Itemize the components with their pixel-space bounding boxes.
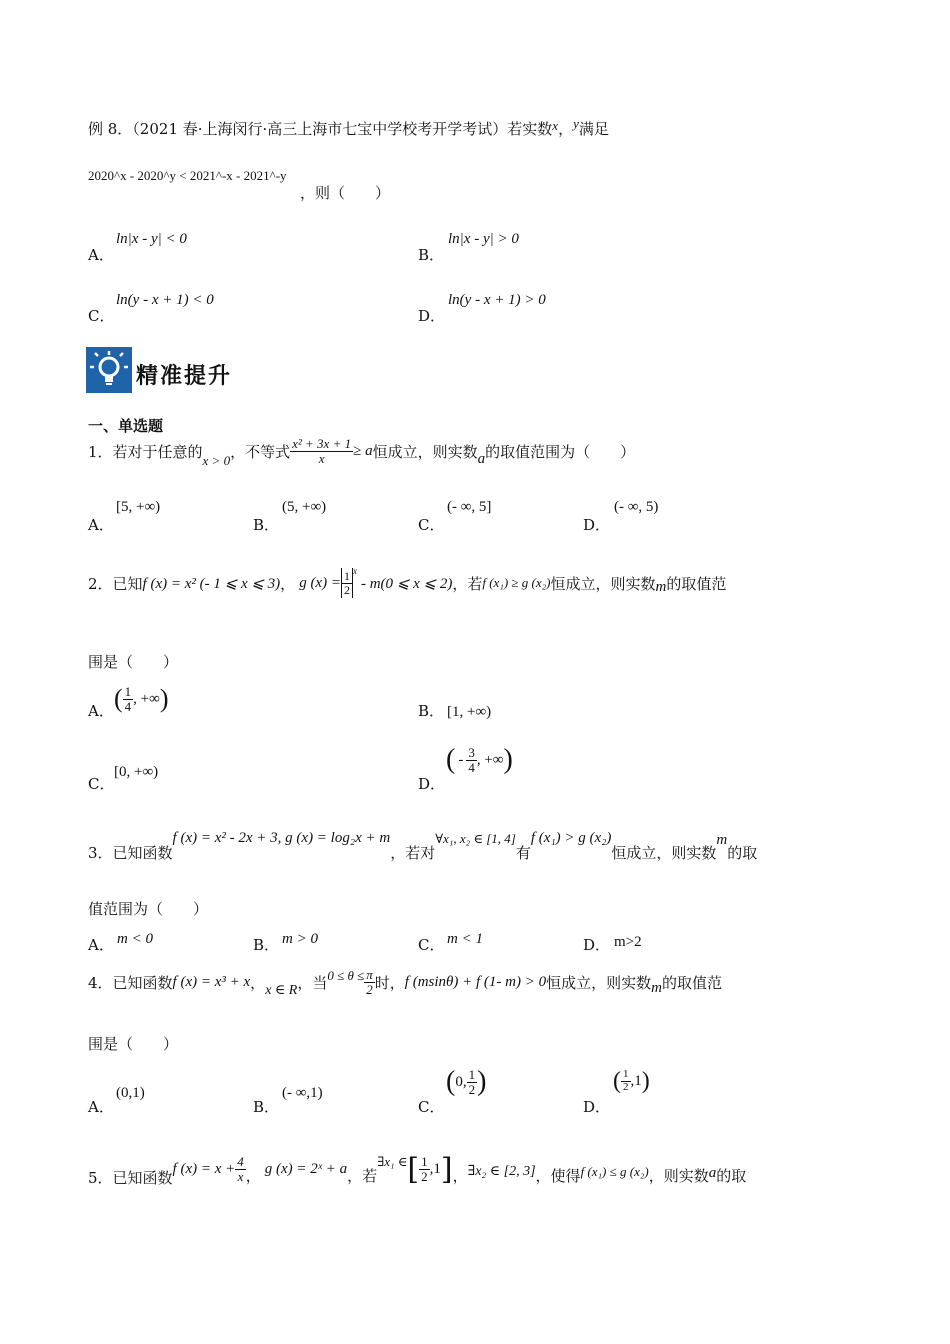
q4-line2: 围是（ ） [88, 1035, 179, 1053]
var-x: x [552, 118, 559, 133]
q3-var-m: m [716, 832, 728, 848]
q4-option-a-label[interactable]: A． [88, 1098, 114, 1116]
ex8-option-a-label[interactable]: A． [88, 246, 114, 264]
q2-g-post: - m(0 ⩽ x ⩽ 2) [360, 575, 453, 592]
q3-option-c-label[interactable]: C． [418, 936, 445, 954]
question-1 [88, 436, 636, 469]
q4-option-d-label[interactable]: D． [583, 1098, 611, 1116]
example-8-line [88, 118, 609, 139]
paren: ) [477, 1066, 487, 1097]
paren: ( [446, 744, 456, 775]
q1-option-b[interactable]: (5, +∞) [282, 499, 327, 515]
q2-f: f (x) = x² (- 1 ⩽ x ⩽ 3) [142, 575, 281, 592]
var-y: y [573, 116, 579, 131]
ex8-option-d[interactable]: ln(y - x + 1) > 0 [448, 292, 546, 308]
q1-frac-num: x² + 3x + 1 [292, 436, 352, 451]
q3-functions: f (x) = x² - 2x + 3, g (x) = log₂x + m [172, 830, 391, 846]
q4-option-a[interactable]: (0,1) [116, 1085, 145, 1101]
q3-number: 3．已知函数 [88, 844, 173, 862]
q5-tail: ，则实数 [648, 1167, 709, 1185]
q4-comma: ， [250, 973, 266, 992]
q4-c-frac [467, 1068, 478, 1096]
example-8-header: 例 8．（2021 春·上海闵行·高三上海市七宝中学校考开学考试）若实数 [88, 120, 553, 138]
q4-var-m: m [651, 979, 662, 996]
q4-tail2: 的取值范 [661, 973, 722, 992]
bracket: ] [440, 1152, 453, 1187]
q4-condition: f (msinθ) + f (1- m) > 0 [404, 973, 547, 990]
q5-var-a: a [708, 1165, 717, 1181]
q2-option-b[interactable]: [1, +∞) [447, 704, 492, 720]
paren: ) [641, 1068, 650, 1094]
q1-option-a-label[interactable]: A． [88, 516, 114, 534]
question-4 [88, 968, 722, 996]
paren: ) [159, 684, 169, 713]
q2-var-m: m [655, 578, 667, 595]
q2-comma: ， [280, 574, 296, 593]
q1-option-d-label[interactable]: D． [583, 516, 611, 534]
q4-range: 0 ≤ θ ≤ [327, 968, 365, 984]
q2-tail2: 的取值范 [666, 574, 727, 593]
q3-option-a-label[interactable]: A． [88, 936, 114, 954]
paren: ( [613, 1068, 621, 1094]
q1-option-c[interactable]: (- ∞, 5] [447, 499, 492, 515]
q2-a-frac [123, 685, 134, 713]
q3-option-b[interactable]: m > 0 [282, 931, 318, 947]
q4-pi-frac [364, 968, 375, 996]
q1-ge: ≥ a [353, 442, 373, 459]
ex8-option-a[interactable]: ln|x - y| < 0 [116, 231, 187, 247]
q4-option-b-label[interactable]: B． [253, 1098, 280, 1116]
q2-d-rest: , +∞ [476, 751, 504, 768]
q2-tail: 恒成立，则实数 [550, 574, 656, 593]
paren: ( [446, 1066, 456, 1097]
question-3 [88, 828, 758, 862]
q2-option-b-label[interactable]: B． [418, 702, 445, 720]
q4-option-c-label[interactable]: C． [418, 1098, 445, 1116]
q5-exists2: ∃x₂ ∈ [2, 3] [467, 1164, 536, 1179]
q5-mid: ，若 [347, 1167, 378, 1185]
q2-line2: 围是（ ） [88, 653, 179, 671]
q2-mid: ，若 [452, 574, 483, 593]
q1-frac-den: x [318, 450, 325, 466]
q1-mid: ，不等式 [230, 442, 291, 461]
q2-option-a-label[interactable]: A． [88, 702, 114, 720]
q5-e-den: 2 [421, 1169, 428, 1184]
q2-option-c[interactable]: [0, +∞) [114, 764, 159, 780]
q5-f-pre: f (x) = x + [172, 1161, 236, 1177]
q5-exists1: ∃x₁ ∈ [377, 1153, 408, 1169]
bracket: [ [407, 1152, 420, 1187]
q2-a-den: 4 [124, 698, 132, 714]
q1-option-b-label[interactable]: B． [253, 516, 280, 534]
q5-f-den: x [237, 1169, 244, 1184]
q3-option-d[interactable]: m>2 [614, 934, 642, 950]
q1-option-a[interactable]: [5, +∞) [116, 499, 161, 515]
q5-f-num: 4 [237, 1154, 244, 1170]
q4-domain: x ∈ R [265, 982, 298, 998]
q1-condition: x > 0 [202, 453, 231, 469]
paren: ( [114, 684, 123, 713]
ex8-option-b-label[interactable]: B． [418, 246, 445, 264]
q3-option-b-label[interactable]: B． [253, 936, 280, 954]
q1-number: 1．若对于任意的 [88, 442, 203, 461]
q5-e-num: 1 [421, 1154, 428, 1170]
q5-condition: f (x₁) ≤ g (x₂) [580, 1163, 649, 1179]
comma: ， [558, 120, 574, 138]
q2-option-d-label[interactable]: D． [418, 775, 446, 793]
q4-c-pre: 0, [455, 1073, 467, 1090]
q4-pi-num: π [366, 967, 373, 982]
q2-a-num: 1 [124, 683, 132, 699]
question-2 [88, 568, 726, 598]
q4-d-frac [621, 1069, 631, 1093]
q3-forall: ∀x₁, x₂ ∈ [1, 4] [435, 830, 516, 846]
q2-d-frac [466, 746, 477, 774]
q4-option-d[interactable] [613, 1068, 650, 1095]
q2-g-pre: g (x) = [299, 574, 341, 591]
example-8-inequality: 2020^x - 2020^y < 2021^-x - 2021^-y [88, 168, 287, 183]
q1-var-a: a [477, 450, 486, 467]
q2-option-c-label[interactable]: C． [88, 775, 115, 793]
q4-tail: 恒成立，则实数 [546, 973, 652, 992]
paren: ) [503, 744, 513, 775]
q3-option-a[interactable]: m < 0 [117, 931, 153, 947]
q2-a-rest: , +∞ [133, 690, 160, 707]
q4-option-b[interactable]: (- ∞,1) [282, 1085, 323, 1101]
q3-tail: 恒成立，则实数 [611, 844, 717, 862]
q4-f: f (x) = x³ + x [172, 973, 251, 990]
q5-e-rest: ,1 [429, 1161, 441, 1177]
question-5 [88, 1152, 746, 1187]
q1-option-d[interactable]: (- ∞, 5) [614, 499, 659, 515]
q5-tail2: 的取 [716, 1167, 747, 1185]
q4-number: 4．已知函数 [88, 973, 173, 992]
q4-d-num: 1 [623, 1068, 629, 1081]
section-title: 一、单选题 [88, 417, 164, 435]
q3-line2: 值范围为（ ） [88, 900, 209, 918]
q3-option-d-label[interactable]: D． [583, 936, 611, 954]
q2-option-a[interactable] [114, 684, 169, 714]
q1-tail2: 的取值范围为（ ） [485, 442, 636, 461]
q4-c-den: 2 [468, 1081, 476, 1097]
q4-d-den: 2 [623, 1081, 629, 1093]
q2-number: 2．已知 [88, 574, 143, 593]
q2-d-num: 3 [468, 744, 475, 760]
q2-d-den: 4 [468, 759, 475, 775]
ex8-option-c-label[interactable]: C． [88, 307, 115, 325]
q2-half [342, 570, 352, 596]
q2-option-d[interactable] [446, 744, 513, 776]
q5-make: ，使得 [535, 1167, 581, 1185]
q2-sup: x [352, 566, 357, 576]
q4-mid: ，当 [297, 973, 328, 992]
ex8-option-c[interactable]: ln(y - x + 1) < 0 [116, 292, 214, 308]
q5-sep: ， [452, 1167, 468, 1185]
q2-d-sign: - [458, 751, 464, 768]
q4-c-num: 1 [468, 1066, 476, 1082]
q1-fraction [290, 437, 353, 465]
ex8-option-d-label[interactable]: D． [418, 307, 446, 325]
q5-e-frac [419, 1155, 430, 1183]
q1-tail: 恒成立，则实数 [372, 442, 478, 461]
q5-g: g (x) = 2ˣ + a [264, 1161, 348, 1177]
banner-title: 精准提升 [136, 364, 233, 389]
q5-f-frac [235, 1155, 246, 1183]
q2-condition: f (x₁) ≥ g (x₂) [482, 575, 551, 590]
q4-pi-den: 2 [366, 981, 373, 997]
q4-when: 时， [374, 973, 405, 992]
example-8-ask: ，则（ ） [300, 184, 391, 202]
q5-comma: ， [245, 1167, 261, 1185]
q5-number: 5．已知函数 [88, 1169, 173, 1187]
q3-option-c[interactable]: m < 1 [447, 931, 483, 947]
q4-d-rest: ,1 [630, 1073, 642, 1089]
q2-half-num: 1 [343, 568, 350, 583]
q1-option-c-label[interactable]: C． [418, 516, 445, 534]
q3-tail2: 的取 [727, 844, 758, 862]
q3-mid: ，若对 [390, 844, 436, 862]
q4-option-c[interactable] [446, 1066, 486, 1098]
q3-condition: f (x₁) > g (x₂) [530, 830, 612, 846]
q3-has: 有 [515, 844, 531, 862]
example-8-tail: 满足 [578, 120, 609, 138]
lightbulb-icon [86, 347, 132, 393]
q2-half-den: 2 [343, 582, 350, 597]
ex8-option-b[interactable]: ln|x - y| > 0 [448, 231, 519, 247]
